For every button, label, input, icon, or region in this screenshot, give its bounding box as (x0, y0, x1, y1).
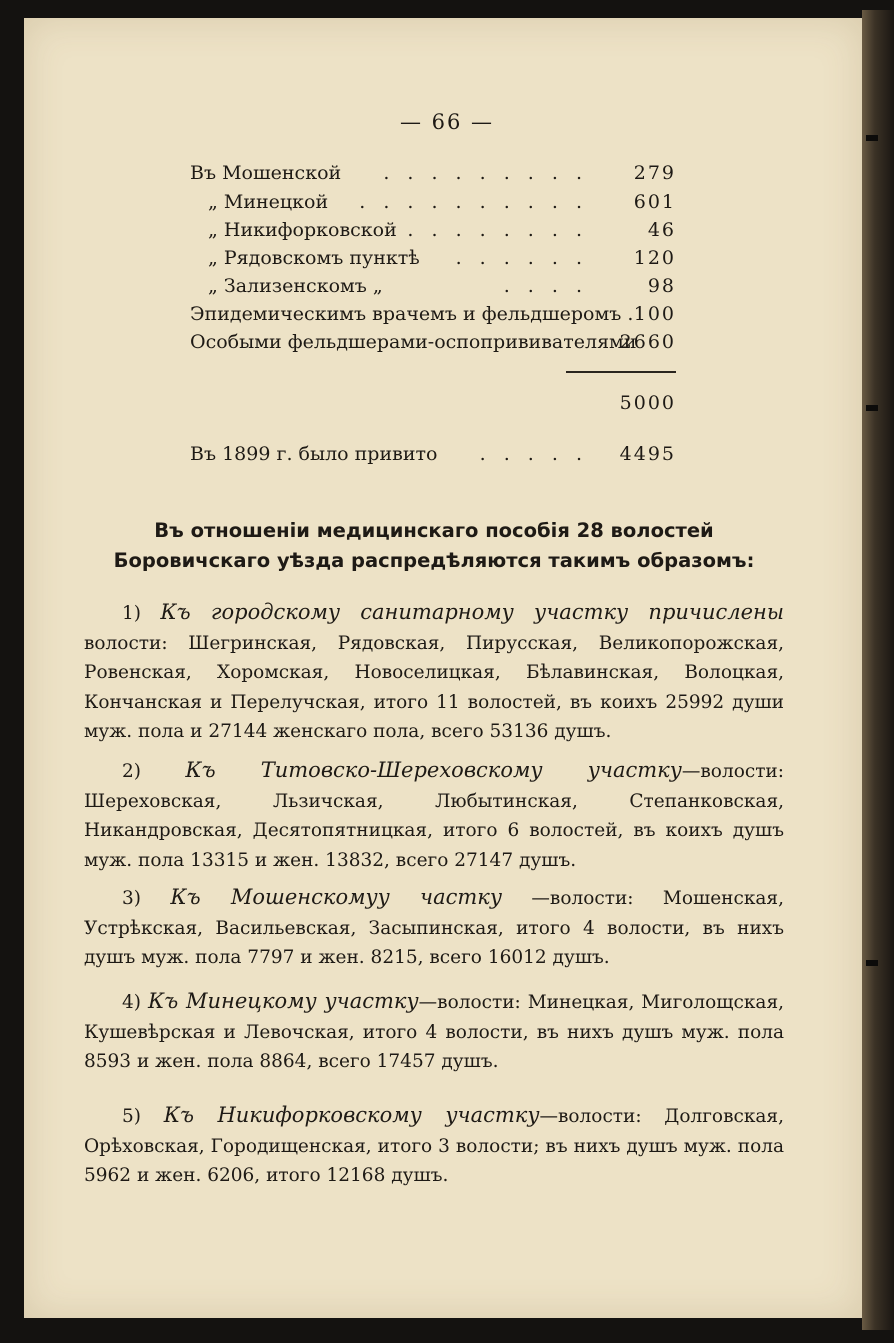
row-value: 100 (633, 303, 676, 325)
table-row (190, 299, 676, 329)
table-row (190, 271, 676, 301)
row-label: Въ Мошенской (190, 162, 342, 184)
binding-mark (866, 135, 878, 141)
table-row (190, 327, 676, 357)
row-value: 98 (647, 275, 676, 297)
binding-mark (866, 960, 878, 966)
paragraph-title: Къ Минецкому участку (147, 989, 419, 1013)
paragraph-3 (84, 883, 784, 973)
sum-rule (566, 371, 676, 373)
paragraph-number: 5) (122, 1106, 141, 1127)
paragraph-4 (84, 987, 784, 1077)
row-value: 4495 (619, 443, 676, 465)
paragraph-5 (84, 1101, 784, 1191)
paragraph-number: 1) (122, 603, 141, 624)
row-label: „ Рядовскомъ пунктѣ (208, 247, 420, 269)
paragraph-1 (84, 598, 784, 747)
paragraph-title: Къ Никифорковскому участку (163, 1103, 540, 1127)
paragraph-title: Къ Титовско-Шереховскому участку (185, 758, 682, 782)
table-row (190, 158, 676, 188)
paragraph-body: волости: Шегринская, Рядовская, Пирусская, Великопорожская, Ровенская, Хоромская, Новоселицкая, Бѣлавинская, Волоцкая, Кончанская и Перелучская, итого 11 волостей, въ коихъ 25992 души муж. пола и 27144 женскаго пола, всего 53136 душъ. (84, 632, 784, 742)
paragraph-body: —волости: Минецкая, Миголощская, Кушевѣрская и Левочская, итого 4 волости, въ нихъ душъ муж. пола 8593 и жен. пола 8864, всего 17457 душъ. (84, 992, 784, 1072)
paragraph-number: 2) (122, 761, 141, 782)
table-row (190, 243, 676, 273)
row-value: 279 (633, 162, 676, 184)
table-row (190, 215, 676, 245)
total-value: 5000 (619, 392, 676, 414)
page-number: — 66 — (399, 110, 495, 134)
row-value: 120 (633, 247, 676, 269)
total-row (190, 388, 676, 418)
row-label: „ Никифорковской (208, 219, 397, 241)
leader-dots: . . . . . . . . (407, 219, 588, 241)
leader-dots: . . . . . . . . . (383, 162, 588, 184)
paragraph-number: 3) (122, 888, 141, 909)
row-value: 46 (647, 219, 676, 241)
table-row (190, 187, 676, 217)
row-value: 2660 (619, 331, 676, 353)
row-label: Особыми фельдшерами-оспопрививателями (190, 331, 637, 353)
paragraph-body: —волости: Шереховская, Льзичская, Любытинская, Степанковская, Никандровская, Десятопятницкая, итого 6 волостей, въ коихъ душъ муж. пола 13315 и жен. 13832, всего 27147 душъ. (84, 761, 784, 871)
paragraph-number: 4) (122, 992, 141, 1013)
row-label: „ Минецкой (208, 191, 329, 213)
row-label: Эпидемическимъ врачемъ и фельдшеромъ . (190, 303, 634, 325)
paragraph-title: Къ городскому санитарному участку причислены (160, 600, 784, 624)
leader-dots: . . . . (503, 275, 588, 297)
leader-dots: . . . . . . . . . . (359, 191, 588, 213)
leader-dots: . . . . . . (455, 247, 588, 269)
row-label: Въ 1899 г. было привито (190, 443, 438, 465)
section-heading: Въ отношенiи медицинскаго пособiя 28 волостей Боровичскаго уѣзда распредѣляются такимъ образомъ: (113, 519, 755, 572)
year-1899-row (190, 439, 676, 469)
row-value: 601 (633, 191, 676, 213)
paragraph-2 (84, 756, 784, 875)
row-label: „ Зализенскомъ „ (208, 275, 383, 297)
paragraph-body: —волости: Мошенская, Устрѣкская, Васильевская, Засыпинская, итого 4 волости, въ нихъ душъ муж. пола 7797 и жен. 8215, всего 16012 душъ. (84, 888, 784, 968)
paragraph-body: —волости: Долговская, Орѣховская, Городищенская, итого 3 волости; въ нихъ душъ муж. пола 5962 и жен. 6206, итого 12168 душъ. (84, 1106, 784, 1186)
binding-mark (866, 405, 878, 411)
book-spine (862, 10, 894, 1330)
leader-dots: . . . . . (479, 443, 588, 465)
paragraph-title: Къ Мошенскомуу частку (170, 885, 503, 909)
